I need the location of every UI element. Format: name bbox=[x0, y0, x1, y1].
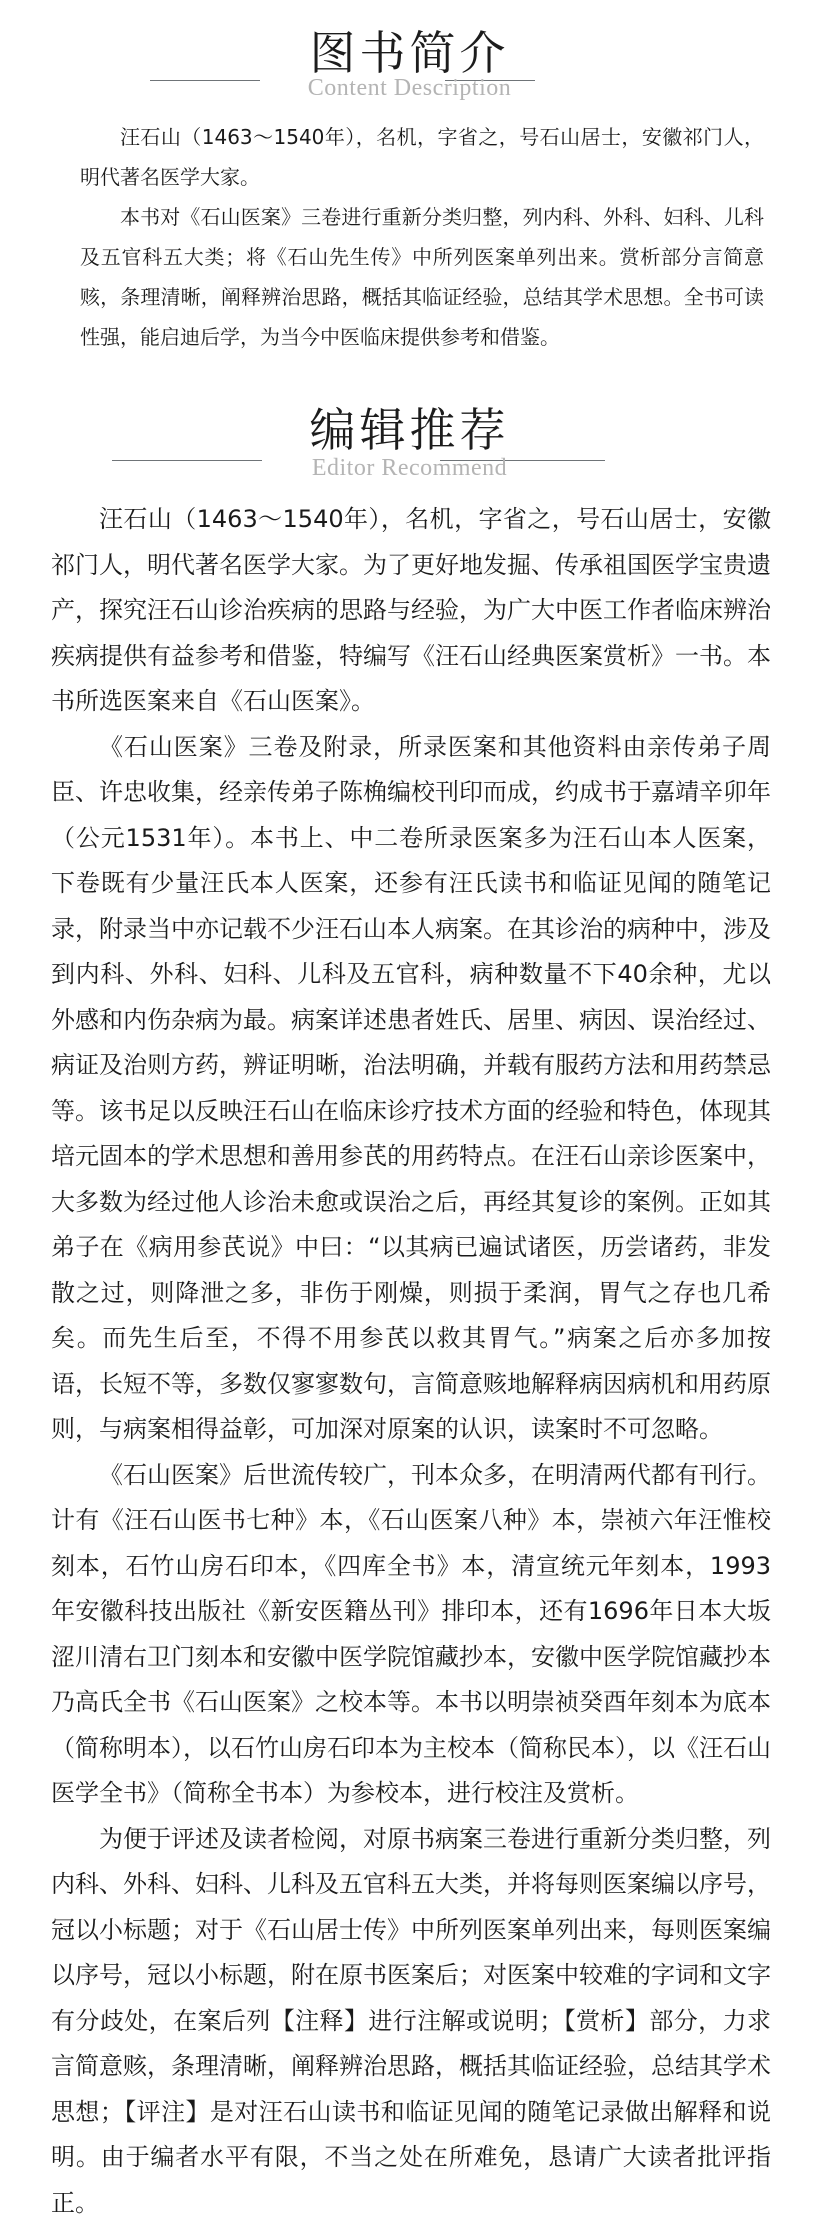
recommend-paragraph-3: 《石山医案》后世流传较广，刊本众多，在明清两代都有刊行。计有《汪石山医书七种》本，《石山医案八种》本，崇祯六年汪惟校刻本，石竹山房石印本，《四库全书》本，清宣统元年刻本，1993年安徽科技出版社《新安医籍丛刊》排印本，还有1696年日本大坂涩川清右卫门刻本和安徽中医学院馆藏抄本，安徽中医学院馆藏抄本乃高氏全书《石山医案》之校本等。本书以明崇祯癸酉年刻本为底本（简称明本），以石竹山房石印本为主校本（简称民本），以《汪石山医学全书》（简称全书本）为参校本，进行校注及赏析。 bbox=[51, 1453, 771, 1817]
intro-paragraph-1: 汪石山（1463～1540年），名机，字省之，号石山居士，安徽祁门人，明代著名医学大家。 bbox=[80, 117, 764, 197]
recommend-paragraph-4: 为便于评述及读者检阅，对原书病案三卷进行重新分类归整，列内科、外科、妇科、儿科及五官科五大类，并将每则医案编以序号，冠以小标题；对于《石山居士传》中所列医案单列出来，每则医案编以序号，冠以小标题，附在原书医案后；对医案中较难的字词和文字有分歧处，在案后列【注释】进行注解或说明；【赏析】部分，力求言简意赅，条理清晰，阐释辨治思路，概括其临证经验，总结其学术思想；【评注】是对汪石山读书和临证见闻的随笔记录做出解释和说明。由于编者水平有限，不当之处在所难免，恳请广大读者批评指正。 bbox=[51, 1817, 771, 2226]
recommend-paragraph-2: 《石山医案》三卷及附录，所录医案和其他资料由亲传弟子周臣、许忠收集，经亲传弟子陈桷编校刊印而成，约成书于嘉靖辛卯年（公元1531年）。本书上、中二卷所录医案多为汪石山本人医案，下卷既有少量汪氏本人医案，还参有汪氏读书和临证见闻的随笔记录，附录当中亦记载不少汪石山本人病案。在其诊治的病种中，涉及到内科、外科、妇科、儿科及五官科，病种数量不下40余种，尤以外感和内伤杂病为最。病案详述患者姓氏、居里、病因、误治经过、病证及治则方药，辨证明晰，治法明确，并载有服药方法和用药禁忌等。该书足以反映汪石山在临床诊疗技术方面的经验和特色，体现其培元固本的学术思想和善用参芪的用药特点。在汪石山亲诊医案中，大多数为经过他人诊治未愈或误治之后，再经其复诊的案例。正如其弟子在《病用参芪说》中曰：“以其病已遍试诸医，历尝诸药，非发散之过，则降泄之多，非伤于刚燥，则损于柔润，胃气之存也几希矣。而先生后至，不得不用参芪以救其胃气。”病案之后亦多加按语，长短不等，多数仅寥寥数句，言简意赅地解释病因病机和用药原则，与病案相得益彰，可加深对原案的认识，读案时不可忽略。 bbox=[51, 725, 771, 1453]
editor-section-title: 编辑推荐 bbox=[0, 407, 819, 453]
content-section-title: 图书简介 bbox=[0, 30, 819, 76]
editor-recommend-body bbox=[51, 497, 771, 2226]
intro-paragraph-2: 本书对《石山医案》三卷进行重新分类归整，列内科、外科、妇科、儿科及五官科五大类；将《石山先生传》中所列医案单列出来。赏析部分言简意赅，条理清晰，阐释辨治思路，概括其临证经验，总结其学术思想。全书可读性强，能启迪后学，为当今中医临床提供参考和借鉴。 bbox=[80, 197, 764, 357]
recommend-paragraph-1: 汪石山（1463～1540年），名机，字省之，号石山居士，安徽祁门人，明代著名医学大家。为了更好地发掘、传承祖国医学宝贵遗产，探究汪石山诊治疾病的思路与经验，为广大中医工作者临床辨治疾病提供有益参考和借鉴，特编写《汪石山经典医案赏析》一书。本书所选医案来自《石山医案》。 bbox=[51, 497, 771, 725]
content-description-body bbox=[80, 117, 764, 357]
content-section-subtitle: Content Description bbox=[0, 76, 819, 100]
editor-section-subtitle: Editor Recommend bbox=[0, 456, 819, 480]
